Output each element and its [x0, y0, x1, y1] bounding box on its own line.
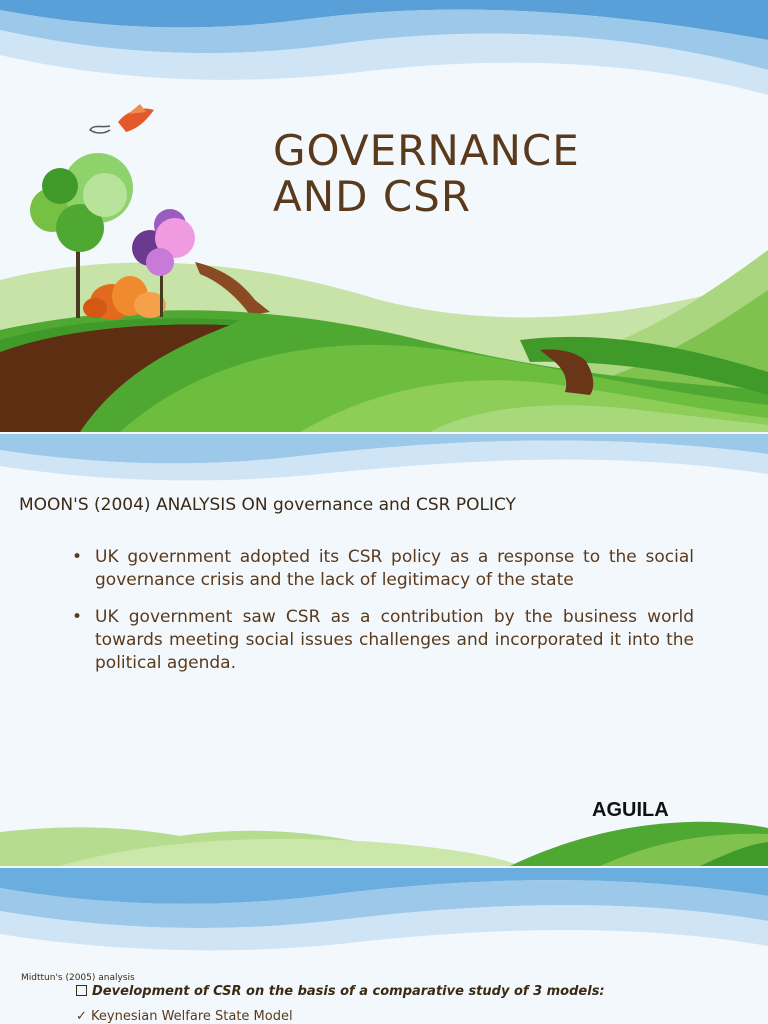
bullet-list [72, 546, 694, 689]
bold-item [76, 984, 605, 999]
list-item [72, 546, 694, 592]
checkbox-square-icon [76, 985, 87, 996]
author-name: AGUILA [592, 799, 669, 821]
slide-background [0, 866, 768, 1024]
slide-title [273, 128, 693, 220]
title-line-1: GOVERNANCE [273, 126, 580, 175]
content-slide-midttun [0, 866, 768, 1024]
list-item [72, 606, 694, 675]
list-item-text: UK government adopted its CSR policy as a response to the social governance crisis and the lack of legitimacy of the state [95, 547, 694, 590]
checkmark-icon: ✓ [76, 1009, 87, 1024]
bullet-icon: • [72, 547, 83, 567]
bold-item-text: Development of CSR on the basis of a comparative study of 3 models: [92, 984, 605, 999]
list-item-text: UK government saw CSR as a contribution by the business world towards meeting social issues challenges and incorporated it into the political agenda. [95, 607, 694, 673]
analysis-label: Midttun's (2005) analysis [21, 973, 135, 983]
title-line-2: AND CSR [273, 172, 472, 221]
check-item [76, 1009, 293, 1024]
slide-heading: MOON'S (2004) ANALYSIS ON governance and CSR POLICY [19, 495, 516, 515]
title-slide [0, 0, 768, 432]
content-slide-moon [0, 432, 768, 866]
bullet-icon: • [72, 607, 83, 627]
check-item-text: Keynesian Welfare State Model [91, 1009, 293, 1024]
